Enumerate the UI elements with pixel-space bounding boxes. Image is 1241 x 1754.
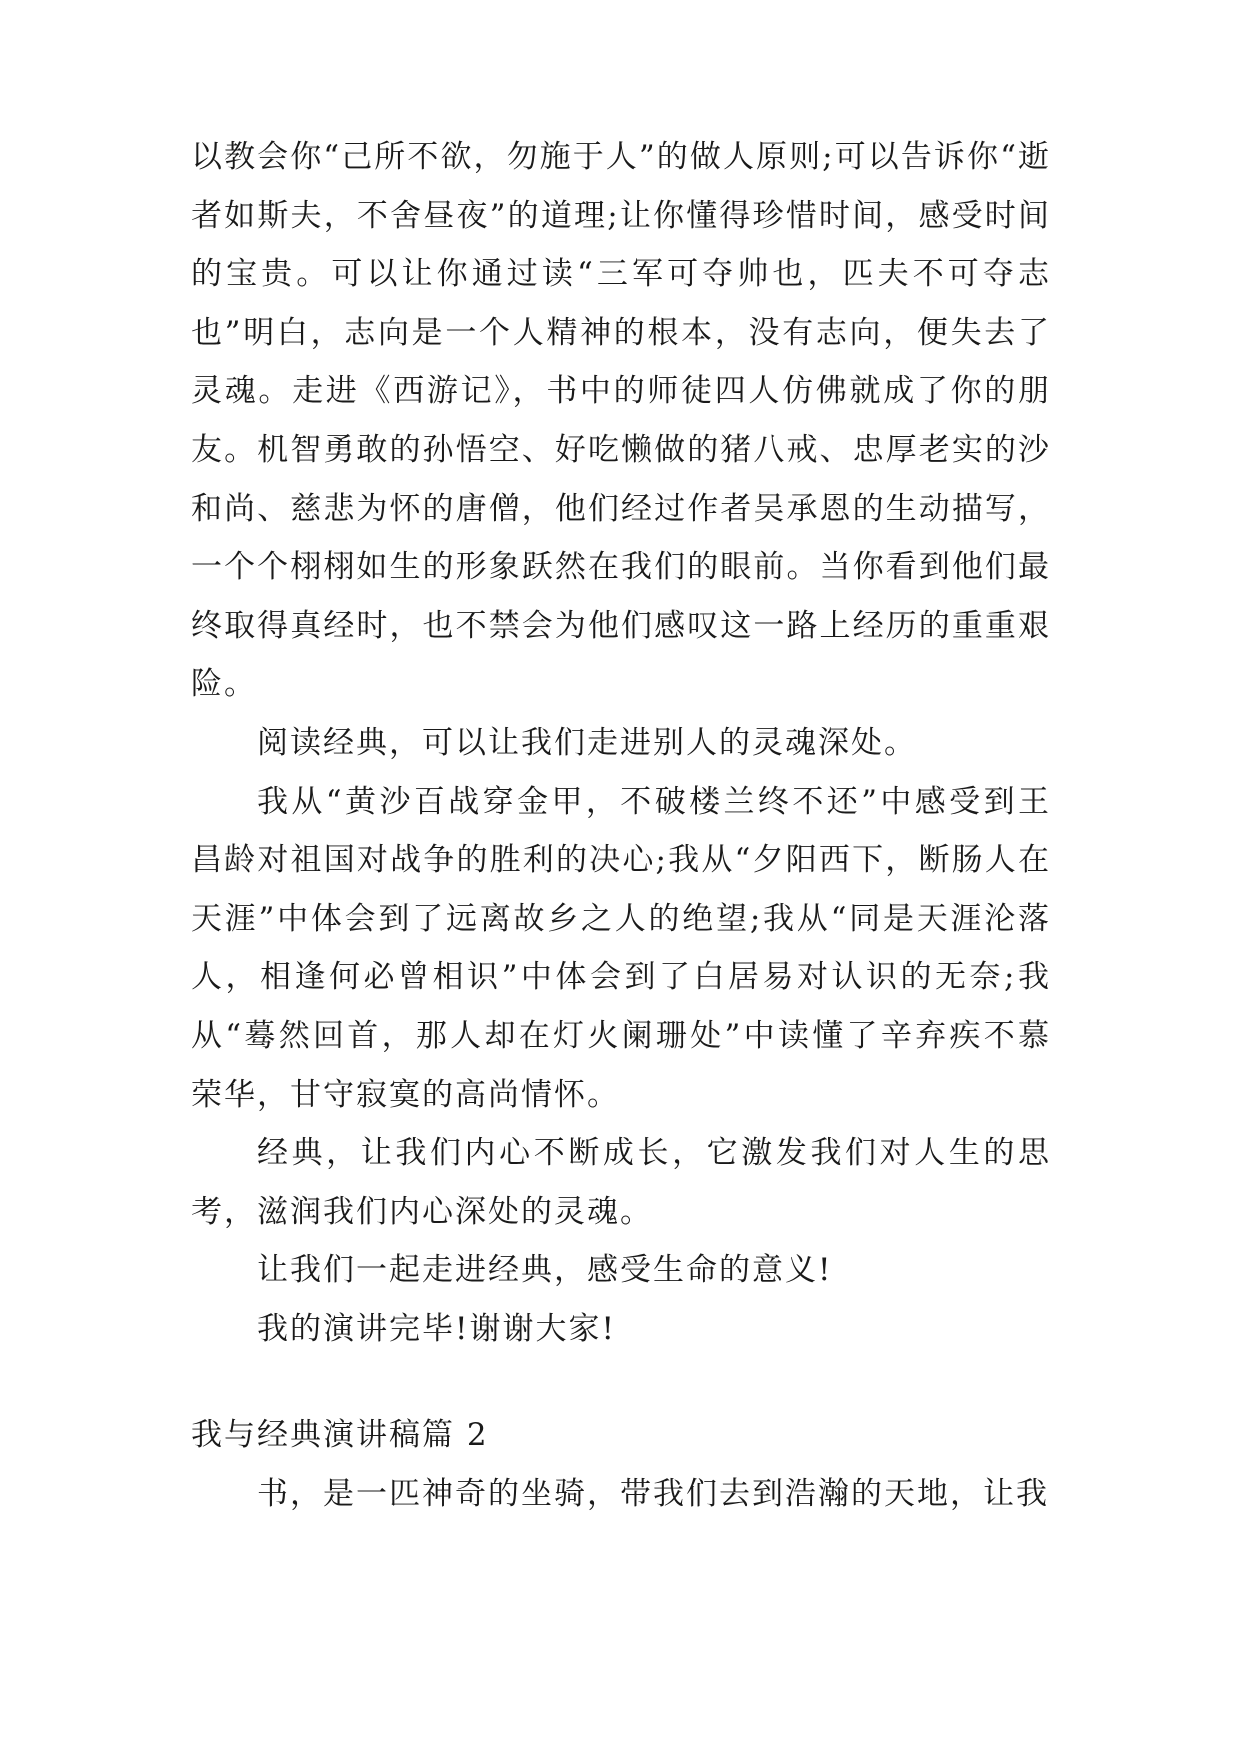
paragraph-poetry: 我从“黄沙百战穿金甲，不破楼兰终不还”中感受到王昌龄对祖国对战争的胜利的决心;我从“夕阳西下，断肠人在天涯”中体会到了远离故乡之人的绝望;我从“同是天涯沦落人，相逢何必曾相识”中体会到了白居易对认识的无奈;我从“蓦然回首，那人却在灯火阑珊处”中读懂了辛弃疾不慕荣华，甘守寂寞的高尚情怀。: [191, 783, 1051, 1113]
paragraph-closing: 我的演讲完毕!谢谢大家!: [257, 1310, 616, 1347]
paragraph-reading-classics: 阅读经典，可以让我们走进别人的灵魂深处。: [257, 724, 917, 761]
paragraph-continuation: 以教会你“己所不欲，勿施于人”的做人原则;可以告诉你“逝者如斯夫，不舍昼夜”的道理;让你懂得珍惜时间，感受时间的宝贵。可以让你通过读“三军可夺帅也，匹夫不可夺志也”明白，志向是一个人精神的根本，没有志向，便失去了灵魂。走进《西游记》，书中的师徒四人仿佛就成了你的朋友。机智勇敢的孙悟空、好吃懒做的猪八戒、忠厚老实的沙和尚、慈悲为怀的唐僧，他们经过作者吴承恩的生动描写，一个个栩栩如生的形象跃然在我们的眼前。当你看到他们最终取得真经时，也不禁会为他们感叹这一路上经历的重重艰险。: [191, 139, 1051, 703]
paragraph-section-two-start: 书，是一匹神奇的坐骑，带我们去到浩瀚的天地，让我: [257, 1476, 1049, 1513]
paragraph-call-to-action: 让我们一起走进经典，感受生命的意义!: [257, 1252, 833, 1289]
section-heading: 我与经典演讲稿篇 2: [191, 1417, 489, 1454]
document-page: [191, 128, 1051, 1524]
paragraph-growth: 经典，让我们内心不断成长，它激发我们对人生的思考，滋润我们内心深处的灵魂。: [191, 1135, 1051, 1230]
